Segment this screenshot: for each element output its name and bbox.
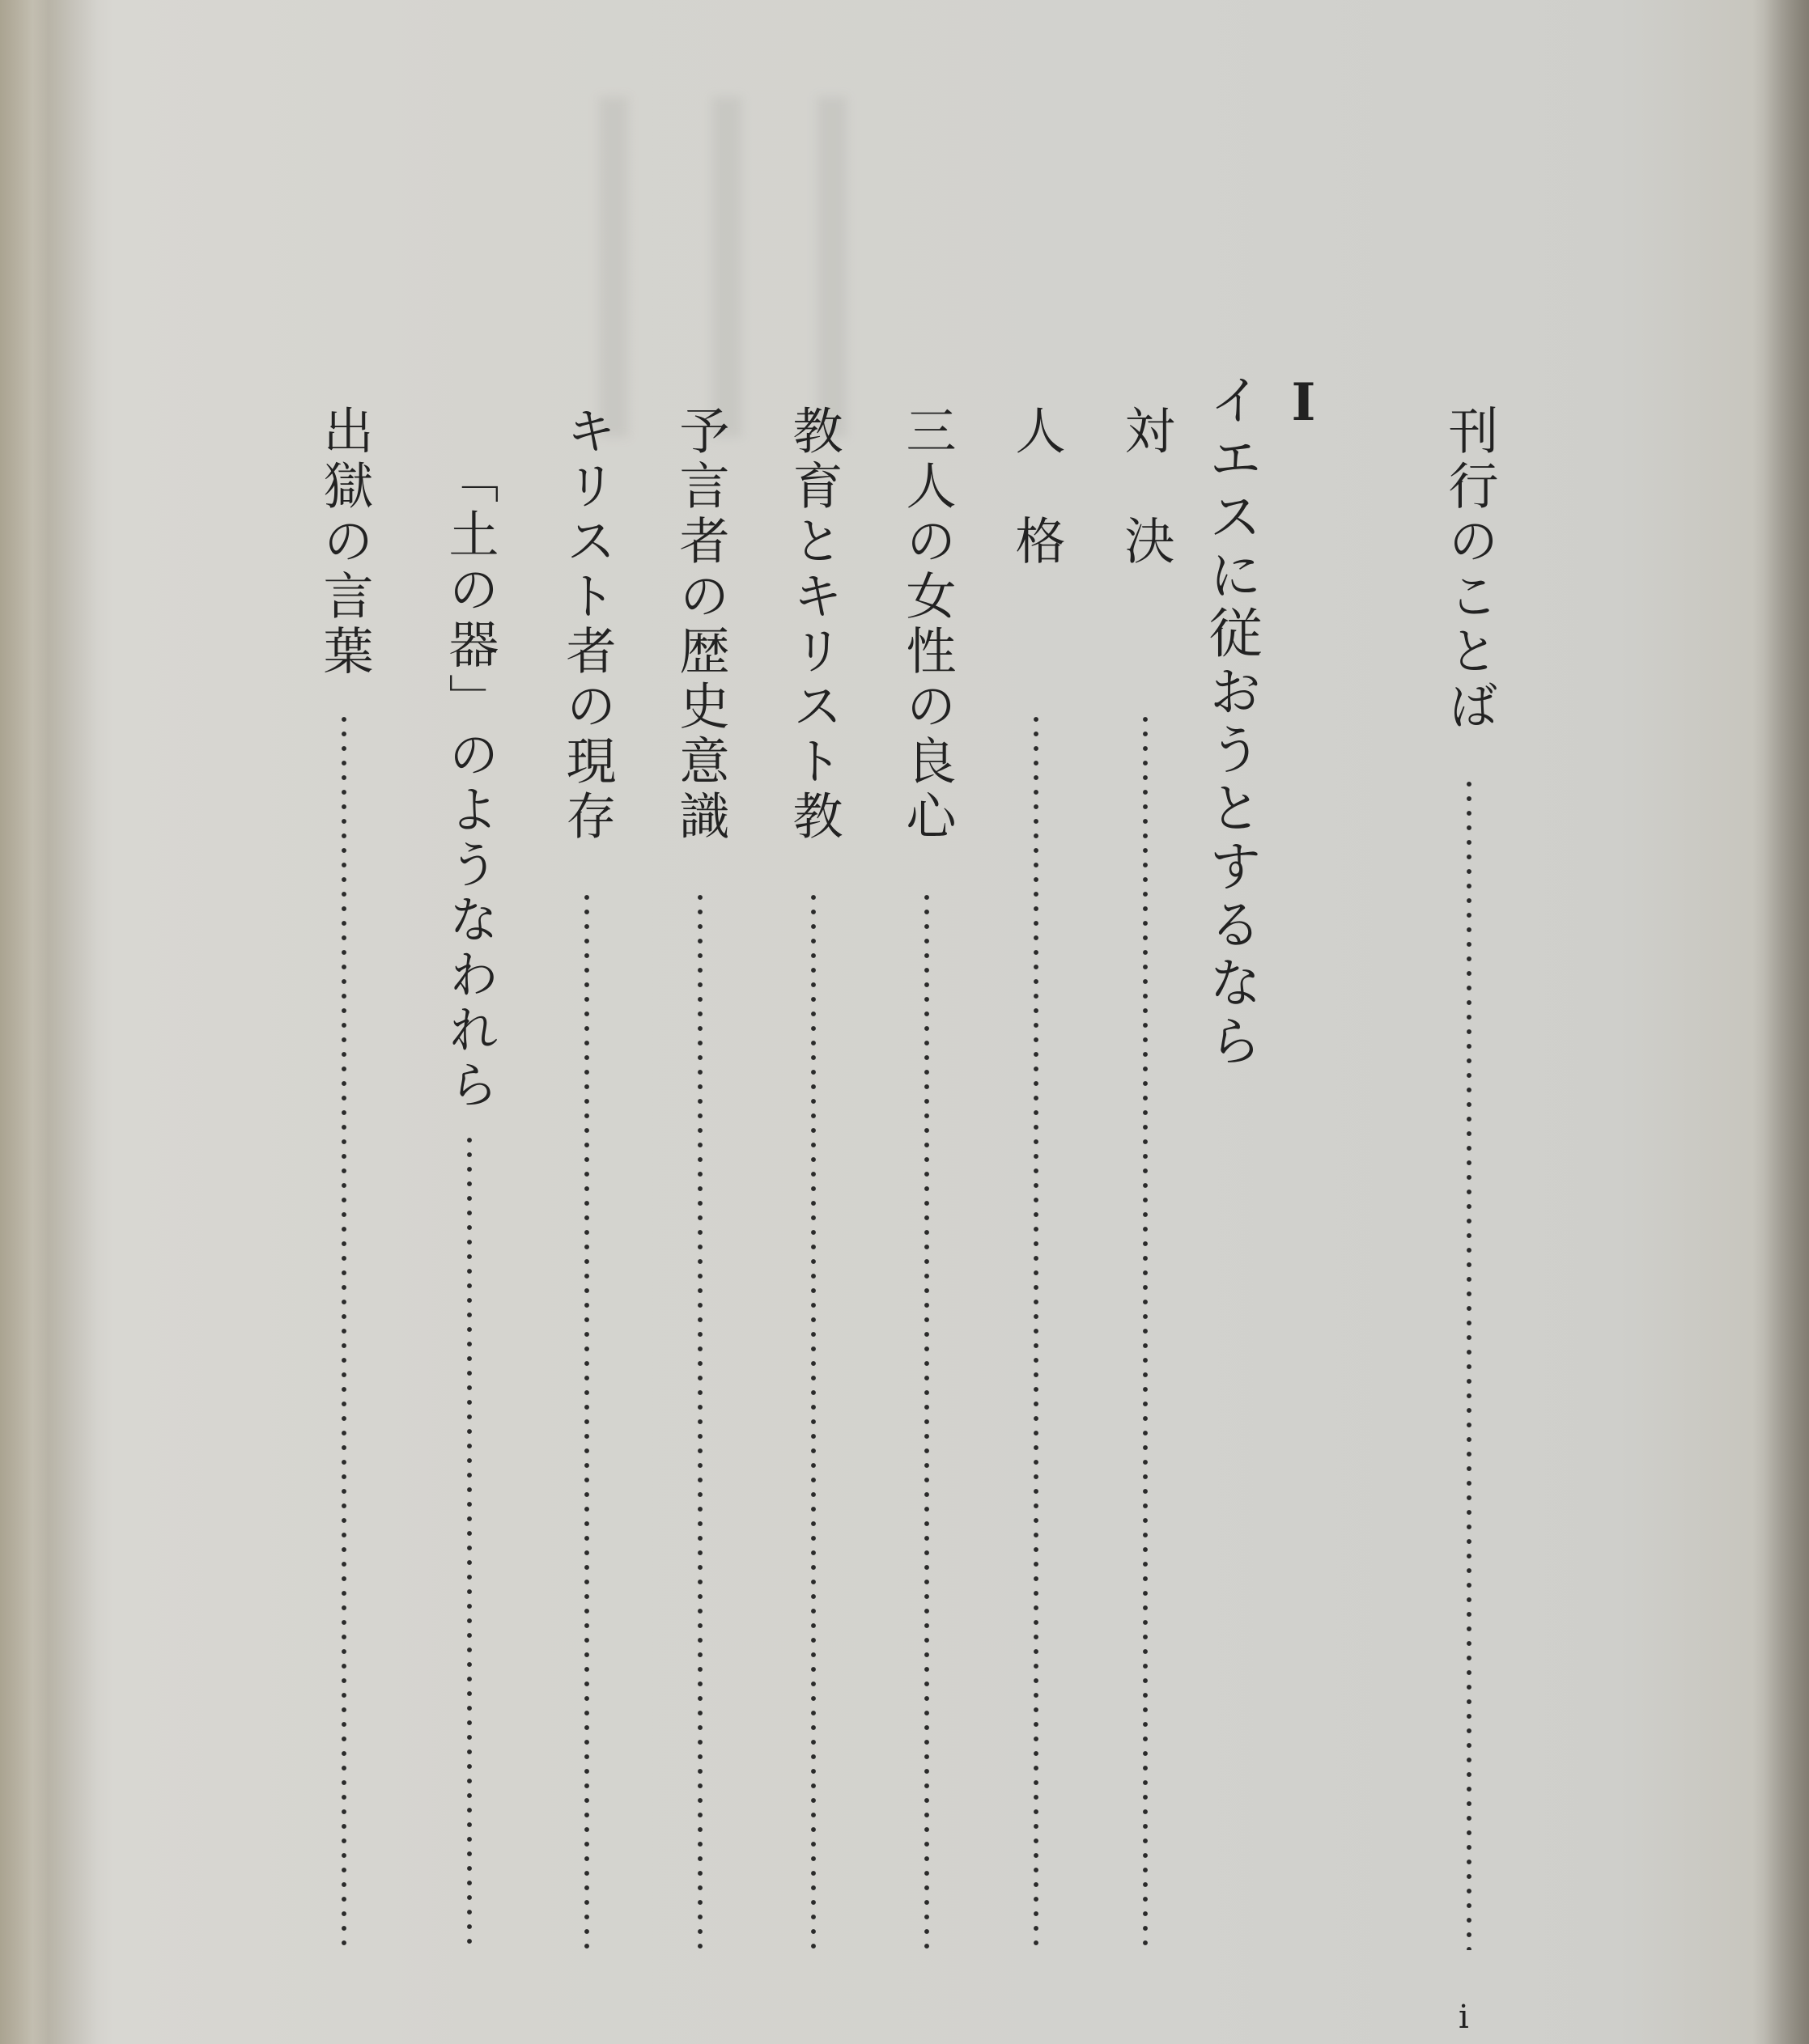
page-edge [1752, 0, 1809, 2044]
show-through [599, 97, 628, 437]
part-title: イエスに従おうとするなら [1200, 372, 1262, 1071]
toc-preface-leader [1466, 777, 1472, 1950]
toc-entry: 人 格 [1007, 405, 1066, 570]
show-through [817, 97, 847, 437]
spine-shadow [0, 0, 97, 2044]
toc-entry-leader [810, 890, 817, 1950]
toc-entry-leader [697, 890, 703, 1950]
show-through [712, 97, 741, 437]
toc-preface-title: 刊行のことば [1440, 405, 1499, 735]
toc-entry: 出獄の言葉 [315, 405, 374, 680]
toc-entry-leader [584, 890, 590, 1950]
toc-entry-leader [341, 712, 347, 1950]
toc-entry: 「土の器」のようなわれら [440, 453, 499, 1113]
toc-entry-leader [1142, 712, 1149, 1950]
toc-entry: 三人の女性の良心 [898, 405, 957, 845]
part-numeral: I [1273, 372, 1334, 438]
toc-entry-leader [466, 1133, 473, 1950]
toc-preface-page: i [1459, 1999, 1469, 2036]
toc-part-heading [1200, 372, 1340, 1071]
toc-entry: キリスト者の現存 [558, 405, 617, 845]
toc-entry: 対 決 [1116, 405, 1175, 570]
toc-entry: 予言者の歴史意識 [671, 405, 730, 845]
toc-entry-leader [924, 890, 930, 1950]
toc-entry: 教育とキリスト教 [784, 405, 843, 845]
toc-entry-leader [1033, 712, 1039, 1950]
